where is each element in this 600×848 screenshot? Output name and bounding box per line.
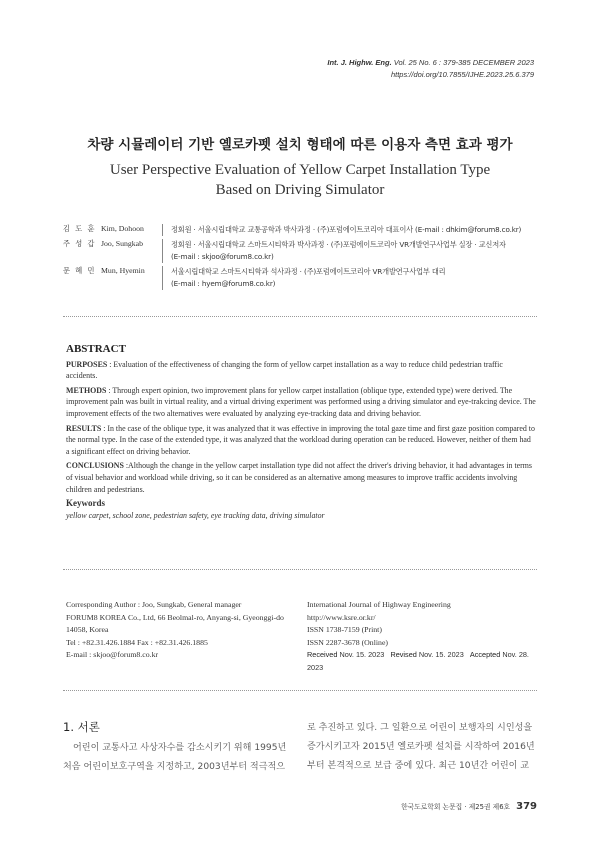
author-affiliation (171, 224, 543, 236)
page-number: 379 (516, 801, 537, 812)
body-line: 어린이 교통사고 사상자수를 감소시키기 위해 1995년 (73, 743, 287, 753)
accepted-label: Accepted (469, 650, 501, 659)
journal-info (327, 57, 534, 81)
divider-top (63, 316, 537, 317)
affiliation-line: 정회원 · 서울시립대학교 스마트시티학과 박사과정 · (주)포럼에이트코리아 VR개발연구사업부 실장 · 교신저자 (171, 240, 506, 249)
revised-label: Revised (390, 650, 417, 659)
received-label: Received (307, 650, 338, 659)
abstract-results (66, 423, 536, 458)
body-line: 로 추진하고 있다. 그 일환으로 어린이 보행자의 시인성을 (307, 723, 533, 733)
author-row (63, 266, 543, 290)
abstract-purposes (66, 359, 536, 382)
keywords-text: yellow carpet, school zone, pedestrian safety, eye tracking data, driving simulator (66, 510, 325, 520)
dates-line (307, 649, 547, 674)
journal-volume: Vol. 25 No. 6 : 379-385 DECEMBER 2023 (391, 58, 534, 67)
body-right-column (307, 719, 537, 776)
abstract-conclusions (66, 460, 536, 495)
journal-doi[interactable]: https://doi.org/10.7855/IJHE.2023.25.6.379 (390, 70, 534, 79)
keywords-heading: Keywords (66, 498, 105, 509)
corr-line: Corresponding Author : Joo, Sungkab, General manager (66, 600, 242, 609)
divider-middle (63, 569, 537, 570)
corr-email: E-mail : skjoo@forum8.co.kr (66, 650, 159, 659)
journal-name: Int. J. Highw. Eng. (327, 58, 392, 67)
abstract-methods (66, 385, 536, 420)
author-row (63, 224, 543, 236)
affiliation-email: (E-mail : skjoo@forum8.co.kr) (171, 252, 274, 261)
body-line: 부터 본격적으로 보급 중에 있다. 최근 10년간 어린이 교 (307, 761, 530, 771)
author-divider (162, 224, 163, 236)
author-affiliation (171, 239, 543, 263)
conclusions-label: CONCLUSIONS (66, 461, 124, 471)
author-name-en: Joo, Sungkab (101, 239, 144, 248)
correspondence-block (66, 599, 306, 662)
journal-block (307, 599, 547, 674)
body-line: 증가시키고자 2015년 옐로카펫 설치를 시작하여 2016년 (307, 742, 535, 752)
body-left-column (63, 739, 298, 777)
author-name-ko: 김 도 훈 (63, 224, 96, 233)
ijhe-line: ISSN 2287-3678 (Online) (307, 637, 388, 647)
revised-date: Nov. 15. 2023 (418, 650, 464, 659)
purposes-text: : Evaluation of the effectiveness of changing the form of yellow carpet installation as a way to reduce child pedestrian traffic accidents. (66, 359, 503, 381)
methods-text: : Through expert opinion, two improvement plans for yellow carpet installation (oblique type, extended type) were derived. The improvement paln was built in virtual reality, and a virtual driving experiment was performed using a driving simulator and eye-trakcing device. The improvement effects of the two alternatives were evaluated by analyzing eye-tracking data and driving behavior. (66, 385, 536, 418)
abstract-heading: ABSTRACT (66, 343, 126, 355)
author-divider (162, 266, 163, 290)
author-list (63, 224, 543, 293)
corr-line: FORUM8 KOREA Co., Ltd, 66 Beolmal-ro, Anyang-si, Gyeonggi-do (66, 612, 284, 622)
section-heading: 1. 서론 (63, 720, 100, 734)
affiliation-line: 정회원 · 서울시립대학교 교통공학과 박사과정 · (주)포럼에이트코리아 대표이사 (E-mail : dhkim@forum8.co.kr) (171, 225, 522, 234)
author-row (63, 239, 543, 263)
affiliation-line: 서울시립대학교 스마트시티학과 석사과정 · (주)포럼에이트코리아 VR개발연구사업부 대리 (171, 267, 446, 276)
corr-line: 14058, Korea (66, 625, 109, 634)
results-text: : In the case of the oblique type, it was analyzed that it was effective in improving the total gaze time and first gaze position compared to the normal type. In the case of the extended type, it was analyzed that the workload during operation can be reduced. However, neither of them had a significant effect on driving behavior. (66, 423, 535, 456)
ijhe-line: ISSN 1738-7159 (Print) (307, 625, 382, 634)
page-footer (401, 801, 537, 812)
divider-bottom (63, 690, 537, 691)
results-label: RESULTS (66, 423, 102, 433)
journal-citation (327, 57, 534, 69)
conclusions-text: :Although the change in the yellow carpet installation type did not affect the driver's driving behavior, it had advantages in terms of visual behavior and workload while driving, so it can be considered as an alternative among measures to improve traffic accidents involving children and pedestrians. (66, 461, 532, 494)
ijhe-line: International Journal of Highway Engineering (307, 600, 451, 609)
affiliation-email: (E-mail : hyem@forum8.co.kr) (171, 279, 276, 288)
received-date: Nov. 15. 2023 (339, 650, 385, 659)
body-line: 처음 어린이보호구역을 지정하고, 2003년부터 적극적으 (63, 762, 286, 772)
author-name-en: Mun, Hyemin (101, 266, 145, 275)
author-name-ko: 주 성 갑 (63, 239, 96, 248)
accepted-date: Nov. 28. 2023 (307, 650, 529, 672)
title-english: User Perspective Evaluation of Yellow Carpet Installation Type Based on Driving Simulator (109, 162, 491, 198)
ijhe-url[interactable]: http://www.ksre.or.kr/ (307, 612, 376, 622)
abstract-section (66, 344, 536, 521)
footer-journal: 한국도로학회 논문집 · 제25권 제6호 (400, 803, 511, 811)
author-name-ko: 문 혜 민 (63, 266, 96, 275)
title-korean: 차량 시뮬레이터 기반 옐로카펫 설치 형태에 따른 이용자 측면 효과 평가 (87, 137, 513, 153)
author-name-en: Kim, Dohoon (101, 224, 144, 233)
author-divider (162, 239, 163, 263)
methods-label: METHODS (66, 385, 107, 395)
author-affiliation (171, 266, 543, 290)
corr-line: Tel : +82.31.426.1884 Fax : +82.31.426.1885 (66, 637, 208, 647)
purposes-label: PURPOSES (66, 359, 108, 369)
